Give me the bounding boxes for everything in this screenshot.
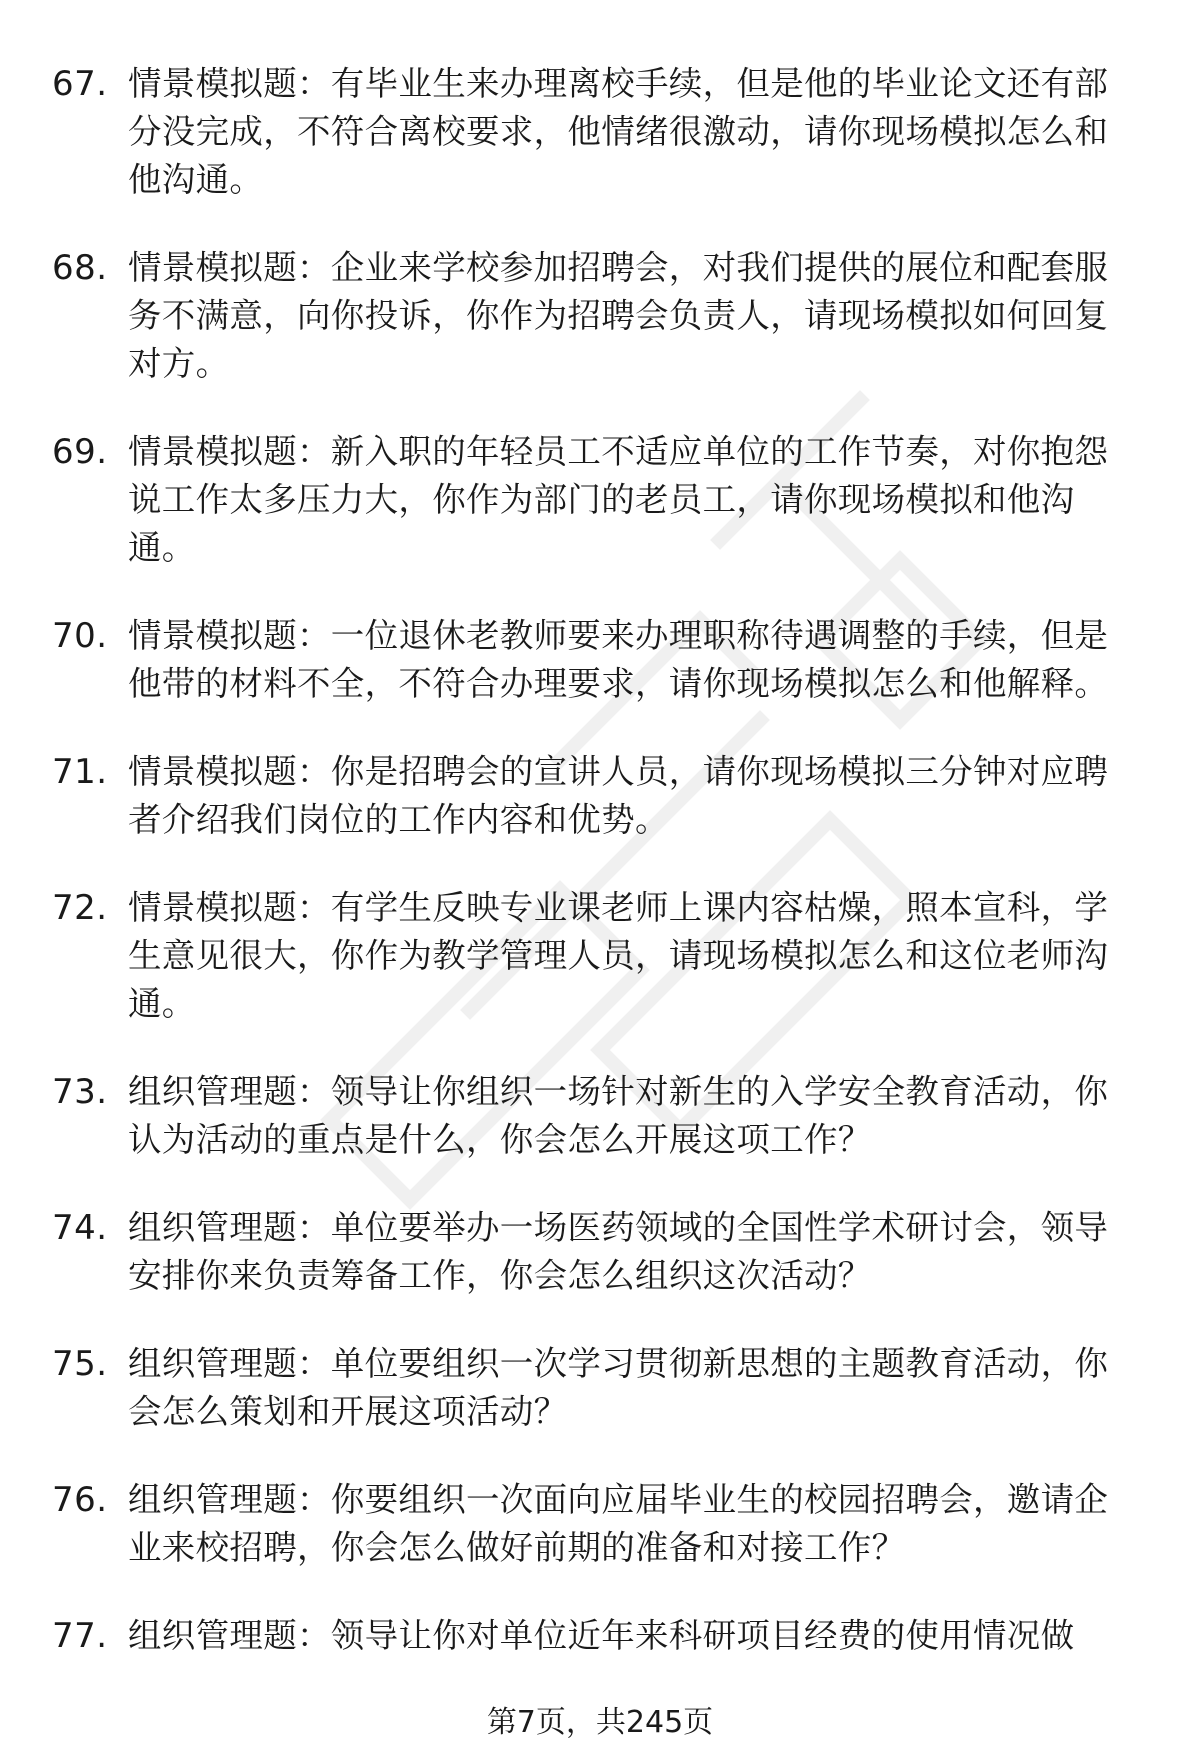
question-text: 组织管理题：单位要举办一场医药领域的全国性学术研讨会，领导安排你来负责筹备工作，你会怎么组织这次活动？ [128, 1208, 1109, 1295]
question-text: 情景模拟题：企业来学校参加招聘会，对我们提供的展位和配套服务不满意，向你投诉，你作为招聘会负责人，请现场模拟如何回复对方。 [128, 248, 1109, 383]
list-item [0, 748, 1200, 844]
page-footer: 第7页，共245页 [486, 1705, 714, 1740]
question-number: 72. [52, 888, 108, 928]
list-item [0, 612, 1200, 708]
question-number: 67. [52, 64, 108, 104]
list-item [0, 1612, 1200, 1660]
question-number: 75. [52, 1344, 108, 1384]
question-number: 70. [52, 616, 108, 656]
list-item [0, 60, 1200, 204]
list-item [0, 884, 1200, 1028]
question-list [0, 60, 1200, 1700]
question-number: 74. [52, 1208, 108, 1248]
question-number: 76. [52, 1480, 108, 1520]
question-text: 情景模拟题：有学生反映专业课老师上课内容枯燥，照本宣科，学生意见很大，你作为教学管理人员，请现场模拟怎么和这位老师沟通。 [128, 888, 1109, 1023]
list-item [0, 1068, 1200, 1164]
question-number: 69. [52, 432, 108, 472]
question-number: 77. [52, 1616, 108, 1656]
question-text: 组织管理题：领导让你对单位近年来科研项目经费的使用情况做 [128, 1616, 1075, 1655]
list-item [0, 1204, 1200, 1300]
question-text: 情景模拟题：你是招聘会的宣讲人员，请你现场模拟三分钟对应聘者介绍我们岗位的工作内容和优势。 [128, 752, 1109, 839]
question-text: 组织管理题：领导让你组织一场针对新生的入学安全教育活动，你认为活动的重点是什么，你会怎么开展这项工作？ [128, 1072, 1109, 1159]
question-text: 情景模拟题：有毕业生来办理离校手续，但是他的毕业论文还有部分没完成，不符合离校要求，他情绪很激动，请你现场模拟怎么和他沟通。 [128, 64, 1109, 199]
list-item [0, 1340, 1200, 1436]
list-item [0, 428, 1200, 572]
question-number: 68. [52, 248, 108, 288]
question-text: 组织管理题：单位要组织一次学习贯彻新思想的主题教育活动，你会怎么策划和开展这项活动？ [128, 1344, 1109, 1431]
question-number: 73. [52, 1072, 108, 1112]
list-item [0, 1476, 1200, 1572]
list-item [0, 244, 1200, 388]
question-number: 71. [52, 752, 108, 792]
question-text: 组织管理题：你要组织一次面向应届毕业生的校园招聘会，邀请企业来校招聘，你会怎么做好前期的准备和对接工作？ [128, 1480, 1109, 1567]
question-text: 情景模拟题：一位退休老教师要来办理职称待遇调整的手续，但是他带的材料不全，不符合办理要求，请你现场模拟怎么和他解释。 [128, 616, 1109, 703]
question-text: 情景模拟题：新入职的年轻员工不适应单位的工作节奏，对你抱怨说工作太多压力大，你作为部门的老员工，请你现场模拟和他沟通。 [128, 432, 1109, 567]
